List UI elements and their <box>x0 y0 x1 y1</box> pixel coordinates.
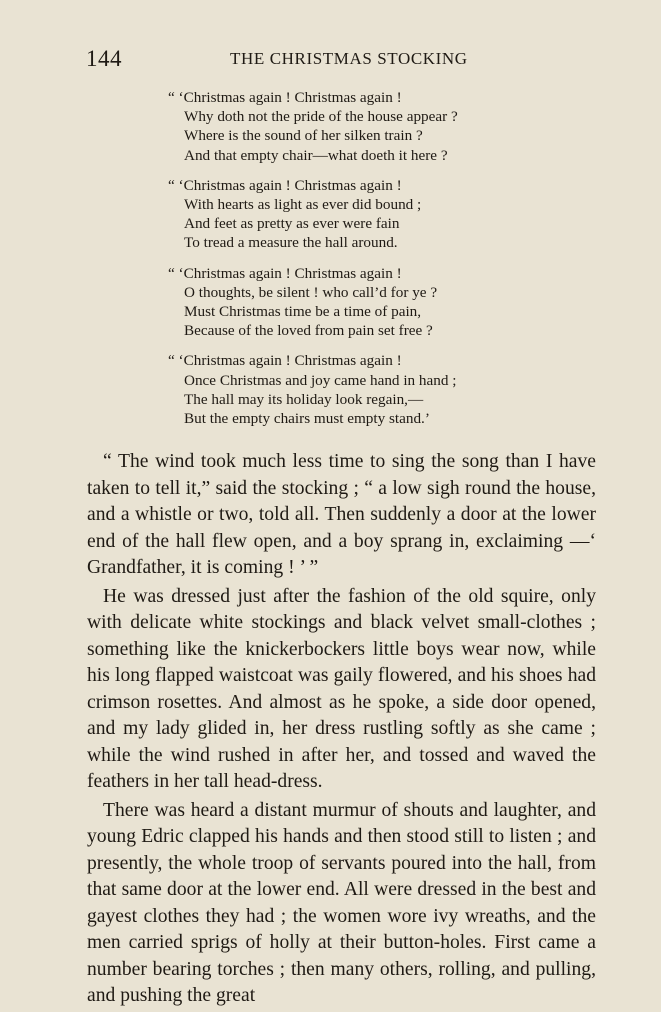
running-title: THE CHRISTMAS STOCKING <box>230 49 468 68</box>
poem-line: But the empty chairs must empty stand.’ <box>184 410 430 428</box>
poem-stanza-1 <box>168 88 568 165</box>
poem-line: “ ‘Christmas again ! Christmas again ! <box>168 352 402 370</box>
page-header <box>0 46 661 76</box>
poem-line: Why doth not the pride of the house appear ? <box>184 108 458 126</box>
poem-line: Must Christmas time be a time of pain, <box>184 303 422 321</box>
page-number: 144 <box>86 46 122 71</box>
poem-line: And that empty chair—what doeth it here ? <box>184 146 448 164</box>
poem-line: Where is the sound of her silken train ? <box>184 127 423 145</box>
paragraph: There was heard a distant murmur of shouts and laughter, and young Edric clapped his hands and then stood still to listen ; and presently, the whole troop of servants poured into the hall, from that same door at the lower end. All were dressed in the best and gayest clothes they had ; the women wore ivy wreaths, and the men carried sprigs of holly at their button-holes. First came a number bearing torches ; then many others, rolling, and pulling, and pushing the great <box>87 799 596 1006</box>
poem-line: The hall may its holiday look regain,— <box>184 390 424 408</box>
paragraph: “ The wind took much less time to sing the song than I have taken to tell it,” said the stocking ; “ a low sigh round the house, and a whistle or two, told all. Then suddenly a door at the lower end of the hall flew open, and a boy sprang in, exclaiming —‘ Grandfather, it is coming ! ’ ” <box>87 451 596 578</box>
poem-stanza-2 <box>168 176 568 253</box>
poem-line: Once Christmas and joy came hand in hand ; <box>184 371 457 389</box>
poem-line: With hearts as light as ever did bound ; <box>184 196 422 214</box>
poem-line: “ ‘Christmas again ! Christmas again ! <box>168 176 402 194</box>
poem-stanza-4 <box>168 351 568 428</box>
poem <box>168 88 568 439</box>
paragraph: He was dressed just after the fashion of the old squire, only with delicate white stockings and black velvet small-clothes ; something like the knickerbockers little boys wear now, while his long flapped waistcoat was gaily flowered, and his shoes had crimson rosettes. And almost as he spoke, a side door opened, and my lady glided in, her dress rustling softly as she came ; while the wind rushed in after her, and tossed and waved the feathers in her tall head-dress. <box>87 585 596 792</box>
poem-line: To tread a measure the hall around. <box>184 234 398 252</box>
prose-body <box>87 449 596 1012</box>
poem-line: O thoughts, be silent ! who call’d for ye ? <box>184 283 438 301</box>
poem-line: “ ‘Christmas again ! Christmas again ! <box>168 264 402 282</box>
poem-line: And feet as pretty as ever were fain <box>184 215 400 233</box>
poem-line: Because of the loved from pain set free ? <box>184 322 433 340</box>
poem-line: “ ‘Christmas again ! Christmas again ! <box>168 89 402 106</box>
poem-stanza-3 <box>168 264 568 341</box>
